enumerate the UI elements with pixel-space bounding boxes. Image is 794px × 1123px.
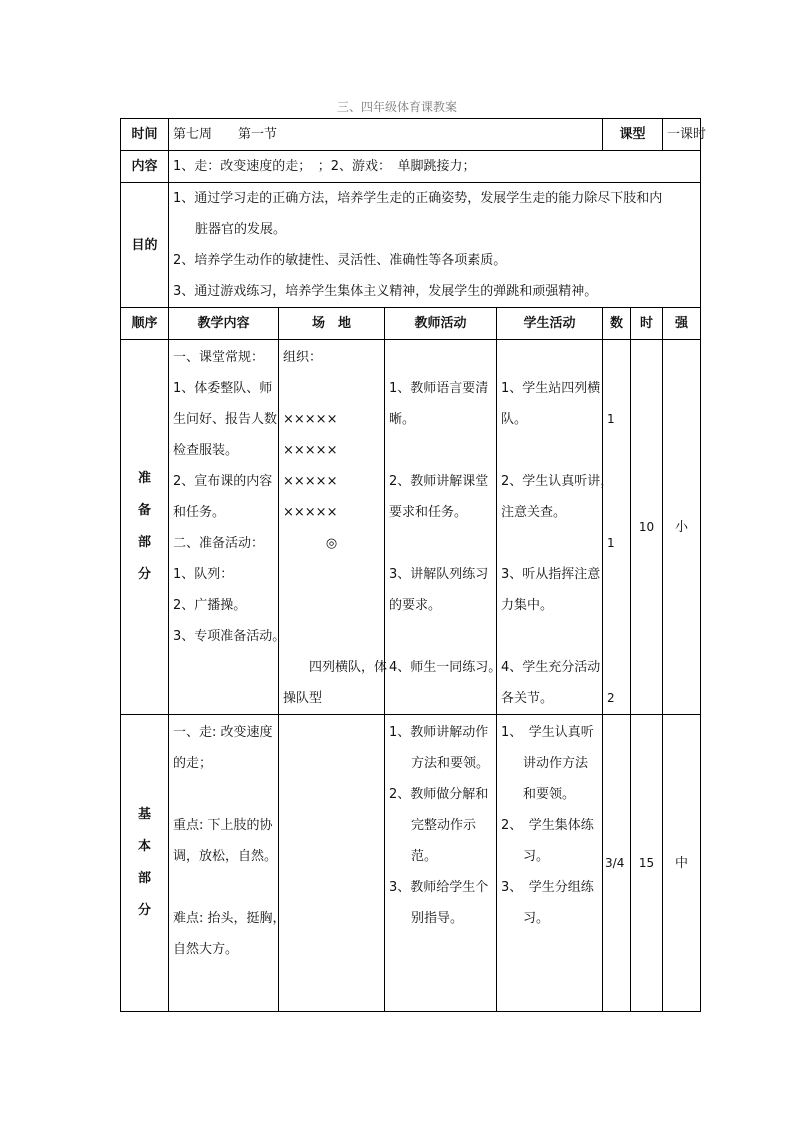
student-line: 4、学生充分活动 bbox=[501, 660, 601, 675]
teacher-line: 4、师生一同练习。 bbox=[389, 660, 502, 675]
content-line: 的走； bbox=[173, 756, 213, 771]
basic-student bbox=[497, 715, 603, 1012]
count-value: 1 bbox=[607, 536, 615, 550]
prep-section-row bbox=[121, 340, 701, 715]
column-header-row bbox=[121, 308, 701, 340]
formation-row: ××××× bbox=[283, 505, 338, 520]
section-char: 部 bbox=[137, 871, 151, 886]
content-line: 二、准备活动： bbox=[173, 536, 265, 551]
student-line: 队。 bbox=[501, 412, 528, 427]
student-line: 习。 bbox=[523, 849, 550, 864]
venue-caption: 操队型 bbox=[283, 691, 323, 706]
time-value: 第七周 第一节 bbox=[169, 119, 603, 151]
col-teacher: 教师活动 bbox=[385, 308, 497, 340]
goal-label: 目的 bbox=[121, 183, 169, 308]
teacher-line: 完整动作示 bbox=[411, 818, 477, 833]
prep-student bbox=[497, 340, 614, 715]
student-line: 3、听从指挥注意 bbox=[501, 567, 601, 582]
teacher-position-mark: ◎ bbox=[325, 536, 338, 551]
venue-label: 组织： bbox=[283, 350, 323, 365]
content-line: 1、体委整队、师 bbox=[173, 381, 273, 396]
goal-line: 脏器官的发展。 bbox=[195, 222, 287, 237]
lesson-type-label: 课型 bbox=[603, 119, 663, 151]
content-line: 调，放松，自然。 bbox=[173, 849, 278, 864]
basic-teacher bbox=[385, 715, 497, 1012]
student-line: 2、 学生集体练 bbox=[501, 818, 594, 833]
teacher-line: 要求和任务。 bbox=[389, 505, 468, 520]
section-char: 分 bbox=[137, 567, 151, 582]
teacher-line: 1、教师语言要清 bbox=[389, 381, 489, 396]
content-row bbox=[121, 151, 701, 183]
basic-count: 3/4 bbox=[603, 715, 631, 1012]
content-line: 自然大方。 bbox=[173, 942, 239, 957]
content-line: 2、宣布课的内容 bbox=[173, 474, 273, 489]
goal-line: 3、通过游戏练习，培养学生集体主义精神，发展学生的弹跳和顽强精神。 bbox=[173, 284, 598, 299]
document-header: 三、四年级体育课教案 bbox=[336, 100, 457, 114]
content-line: 2、广播操。 bbox=[173, 598, 247, 613]
teacher-line: 范。 bbox=[411, 849, 438, 864]
formation-row: ××××× bbox=[283, 443, 338, 458]
content-label: 内容 bbox=[121, 151, 169, 183]
prep-count bbox=[603, 340, 631, 715]
content-line: 3、专项准备活动。 bbox=[173, 629, 286, 644]
formation-row: ××××× bbox=[283, 412, 338, 427]
teacher-line: 1、教师讲解动作 bbox=[389, 725, 489, 740]
basic-section-label bbox=[121, 715, 169, 1012]
student-line: 力集中。 bbox=[501, 598, 554, 613]
content-line: 一、课堂常规： bbox=[173, 350, 265, 365]
basic-section-row bbox=[121, 715, 701, 1012]
col-order: 顺序 bbox=[121, 308, 169, 340]
col-count: 数 bbox=[603, 308, 631, 340]
section-char: 分 bbox=[137, 903, 151, 918]
content-line: 1、队列： bbox=[173, 567, 234, 582]
goal-line: 2、培养学生动作的敏捷性、灵活性、准确性等各项素质。 bbox=[173, 253, 507, 268]
content-line: 检查服装。 bbox=[173, 443, 239, 458]
teacher-line: 2、教师做分解和 bbox=[389, 787, 489, 802]
basic-intensity: 中 bbox=[663, 715, 701, 1012]
content-value: 1、走：改变速度的走； ；2、游戏： 单脚跳接力； bbox=[169, 151, 701, 183]
content-line: 重点: 下上肢的协 bbox=[173, 818, 273, 833]
section-char: 基 bbox=[137, 807, 151, 822]
col-intensity: 强 bbox=[663, 308, 701, 340]
student-line: 3、 学生分组练 bbox=[501, 880, 594, 895]
student-line: 和要领。 bbox=[523, 787, 576, 802]
col-time: 时 bbox=[631, 308, 663, 340]
venue-caption: 四列横队，体 bbox=[309, 660, 388, 675]
section-char: 准 bbox=[137, 471, 151, 486]
basic-time: 15 bbox=[631, 715, 663, 1012]
prep-intensity: 小 bbox=[663, 340, 701, 715]
prep-venue bbox=[279, 340, 388, 715]
student-line: 1、学生站四列横 bbox=[501, 381, 601, 396]
content-line: 难点: 抬头，挺胸， bbox=[173, 911, 286, 926]
basic-venue bbox=[279, 715, 385, 1012]
col-venue: 场 地 bbox=[279, 308, 385, 340]
prep-section-label bbox=[121, 340, 169, 715]
count-value: 1 bbox=[607, 412, 615, 426]
content-line: 生问好、报告人数 bbox=[173, 412, 278, 427]
teacher-line: 方法和要领。 bbox=[411, 756, 490, 771]
content-line: 一、走: 改变速度 bbox=[173, 725, 273, 740]
teacher-line: 晰。 bbox=[389, 412, 416, 427]
student-line: 各关节。 bbox=[501, 691, 554, 706]
student-line: 注意关查。 bbox=[501, 505, 567, 520]
teacher-line: 的要求。 bbox=[389, 598, 442, 613]
student-line: 1、 学生认真听 bbox=[501, 725, 594, 740]
time-label: 时间 bbox=[121, 119, 169, 151]
prep-content bbox=[169, 340, 286, 715]
goal-line: 1、通过学习走的正确方法，培养学生走的正确姿势，发展学生走的能力除尽下肢和内 bbox=[173, 191, 663, 206]
section-char: 部 bbox=[137, 535, 151, 550]
time-row bbox=[121, 119, 701, 151]
teacher-line: 2、教师讲解课堂 bbox=[389, 474, 489, 489]
basic-content bbox=[169, 715, 286, 1012]
formation-row: ××××× bbox=[283, 474, 338, 489]
prep-teacher bbox=[385, 340, 502, 715]
student-line: 习。 bbox=[523, 911, 550, 926]
teacher-line: 别指导。 bbox=[411, 911, 464, 926]
goal-row bbox=[121, 183, 701, 308]
prep-time: 10 bbox=[631, 340, 663, 715]
teacher-line: 3、教师给学生个 bbox=[389, 880, 489, 895]
section-char: 备 bbox=[137, 503, 151, 518]
goal-text bbox=[169, 183, 701, 308]
student-line: 2、学生认真听讲， bbox=[501, 474, 614, 489]
col-content: 教学内容 bbox=[169, 308, 279, 340]
student-line: 讲动作方法 bbox=[523, 756, 589, 771]
section-char: 本 bbox=[137, 839, 151, 854]
lesson-type-value: 一课时 bbox=[663, 119, 701, 151]
count-value: 2 bbox=[607, 691, 615, 705]
content-line: 和任务。 bbox=[173, 505, 226, 520]
lesson-plan-table bbox=[120, 118, 707, 1012]
col-student: 学生活动 bbox=[497, 308, 603, 340]
teacher-line: 3、讲解队列练习 bbox=[389, 567, 489, 582]
